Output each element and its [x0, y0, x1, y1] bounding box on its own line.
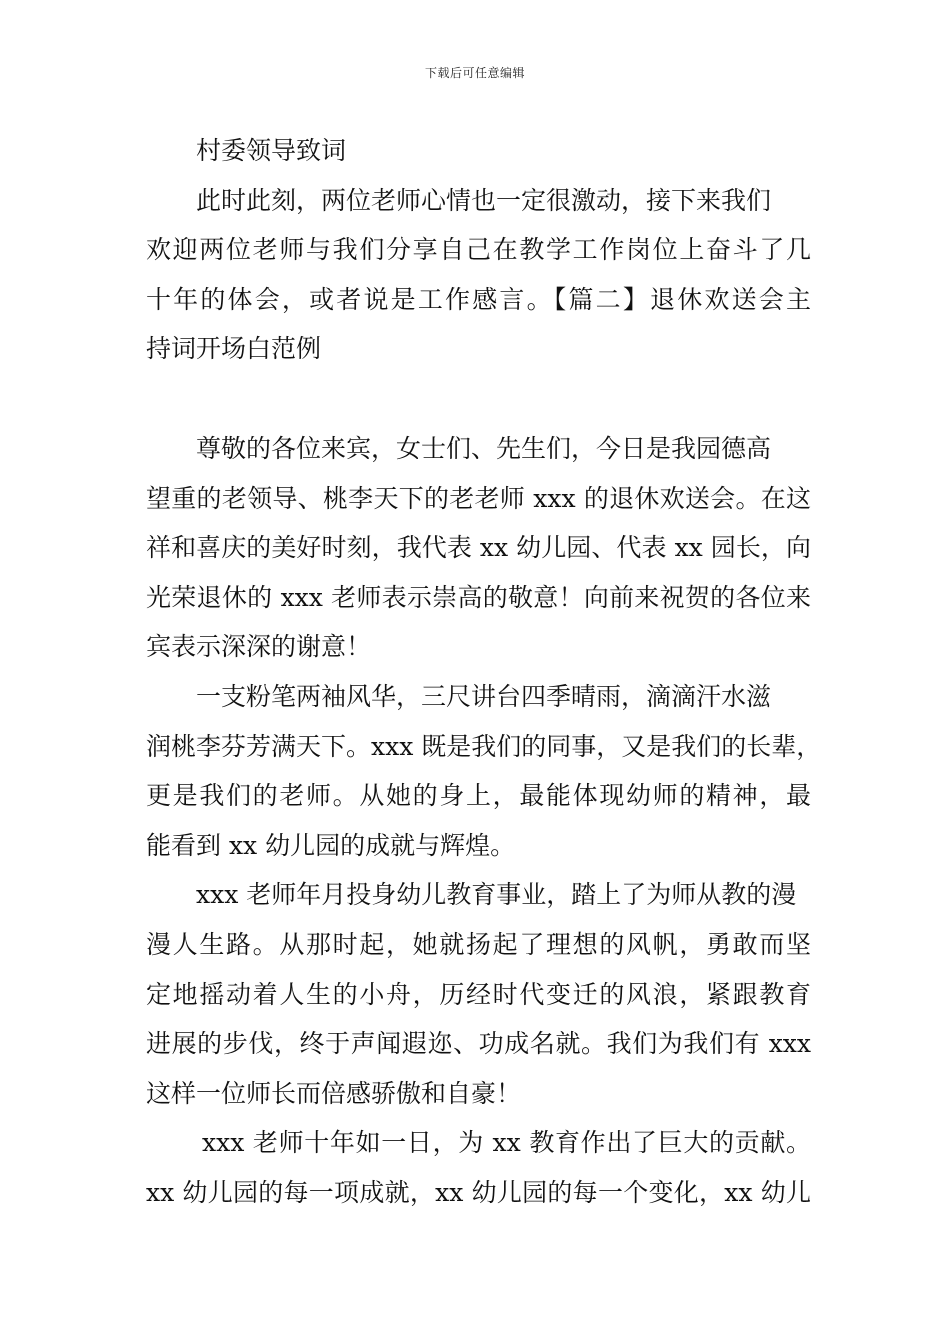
paragraph-line: 漫人生路。从那时起，她就扬起了理想的风帆，勇敢而坚 [146, 929, 811, 959]
paragraph-line: 十年的体会，或者说是工作感言。【篇二】退休欢送会主 [146, 284, 811, 314]
paragraph-line: 宾表示深深的谢意！ [146, 632, 372, 662]
paragraph-line: 定地摇动着人生的小舟，历经时代变迁的风浪，紧跟教育 [146, 979, 811, 1009]
paragraph-line: 光荣退休的 xxx 老师表示崇高的敬意！向前来祝贺的各位来 [146, 582, 811, 612]
blank-gap [146, 374, 811, 424]
paragraph-line: xxx 老师年月投身幼儿教育事业，踏上了为师从教的漫 [196, 880, 797, 910]
section-heading: 村委领导致词 [196, 136, 347, 165]
paragraph-line: 祥和喜庆的美好时刻，我代表 xx 幼儿园、代表 xx 园长，向 [146, 533, 811, 563]
paragraph-line: 一支粉笔两袖风华，三尺讲台四季晴雨，滴滴汗水滋 [196, 681, 772, 711]
paragraph-line: 能看到 xx 幼儿园的成就与辉煌。 [146, 830, 516, 860]
paragraph-line: 欢迎两位老师与我们分享自己在教学工作岗位上奋斗了几 [146, 235, 811, 265]
paragraph-line: 进展的步伐，终于声闻遐迩、功成名就。我们为我们有 xxx [146, 1029, 811, 1059]
document-body [146, 126, 822, 1217]
paragraph-line: xx 幼儿园的每一项成就，xx 幼儿园的每一个变化，xx 幼儿 [146, 1177, 811, 1207]
paragraph-line: 润桃李芬芳满天下。xxx 既是我们的同事，又是我们的长辈， [146, 731, 822, 761]
paragraph-line: 更是我们的老师。从她的身上，最能体现幼师的精神，最 [146, 781, 811, 811]
paragraph-line: 这样一位师长而倍感骄傲和自豪！ [146, 1078, 522, 1108]
paragraph-line: 尊敬的各位来宾，女士们、先生们，今日是我园德高 [196, 433, 772, 463]
paragraph-line: 持词开场白范例 [146, 334, 322, 364]
paragraph-line: 望重的老领导、桃李天下的老老师 xxx 的退休欢送会。在这 [146, 483, 811, 513]
paragraph-line: 此时此刻，两位老师心情也一定很激动，接下来我们 [196, 185, 772, 215]
page-header-note: 下载后可任意编辑 [424, 66, 525, 80]
paragraph-line: xxx 老师十年如一日，为 xx 教育作出了巨大的贡献。 [202, 1128, 811, 1158]
